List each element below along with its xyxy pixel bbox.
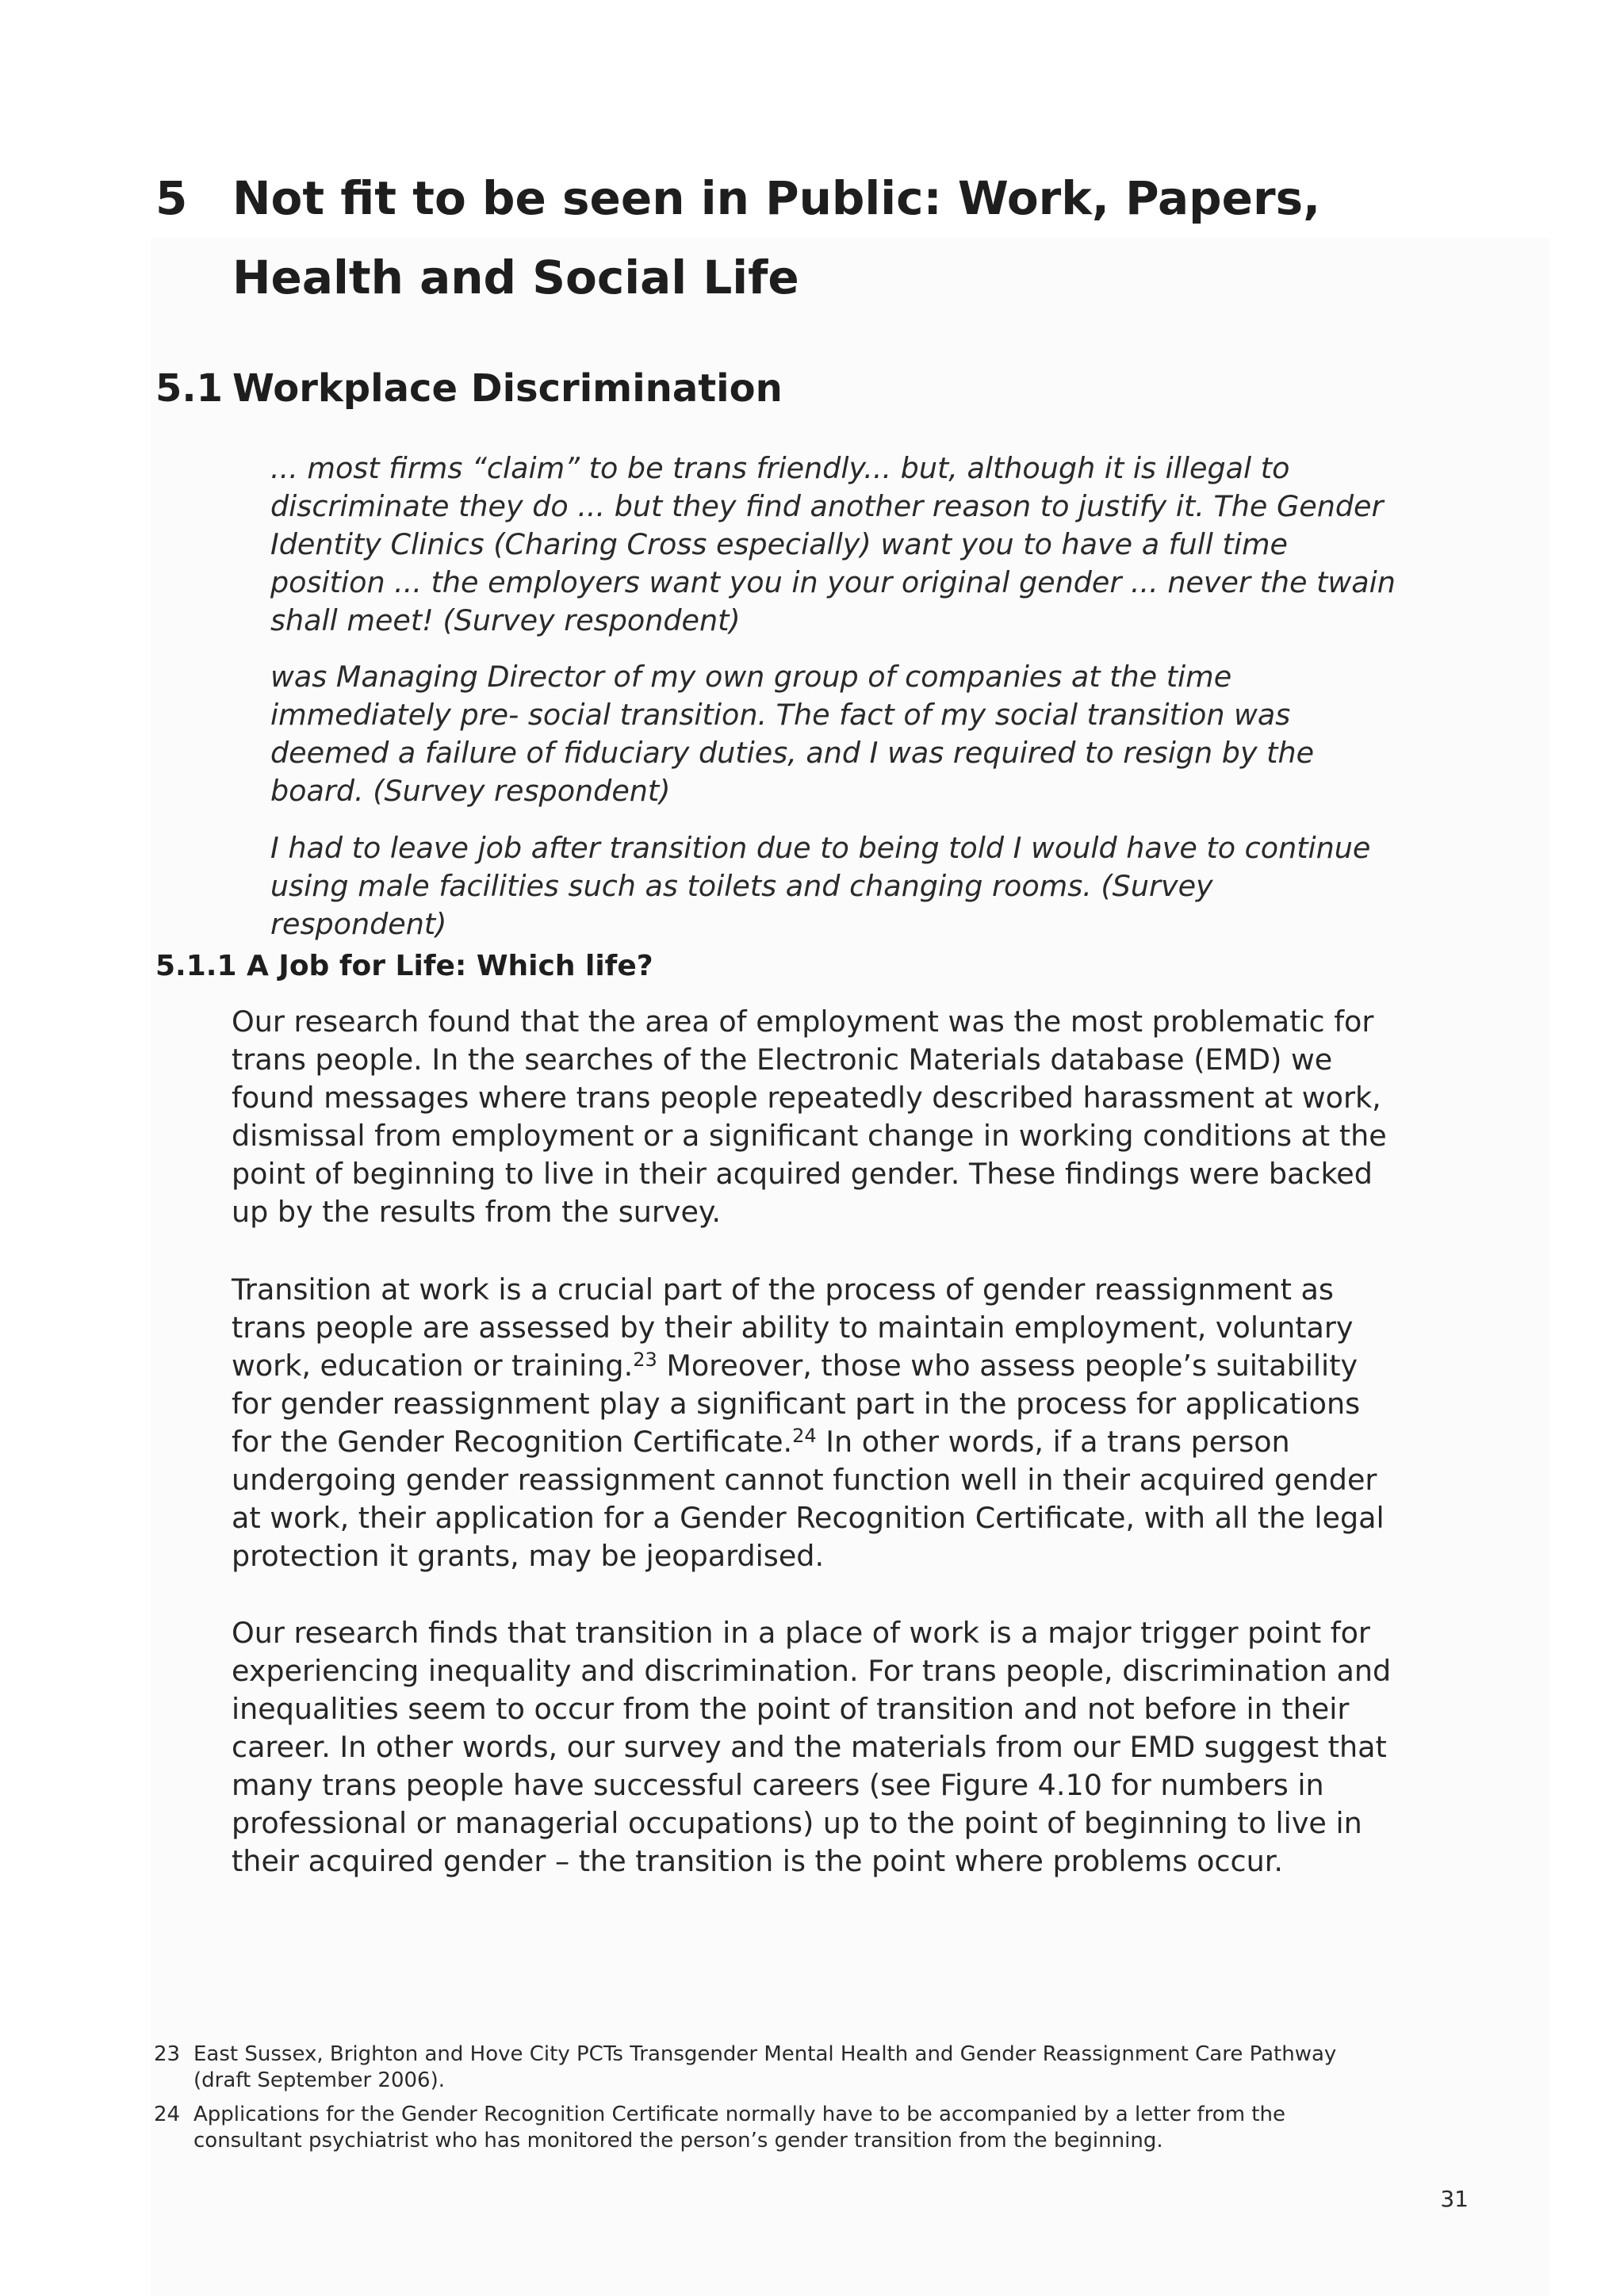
survey-quote: was Managing Director of my own group of companies at the time immediately pre- social transition. The fact of my social transition was deemed a failure of fiduciary duties, and I was required to resign by the board. (Survey respondent) [270, 660, 1315, 808]
paragraph-text: In other words, if a trans person undergoing gender reassignment cannot function well in their acquired gender at work, their application for a Gender Recognition Certificate, with all the legal protection it grants, may be jeopardised. [232, 1425, 1385, 1573]
paragraph-text: Transition at work is a crucial part of the process of gender reassignment as trans people are assessed by their ability to maintain employment, voluntary work, education or training. [232, 1272, 1354, 1383]
subsection-heading: 5.1.1 A Job for Life: Which life? [155, 950, 653, 982]
footnote-text: East Sussex, Brighton and Hove City PCTs Transgender Mental Health and Gender Reassignment Care Pathway (draft September 2006). [193, 2042, 1337, 2092]
footnote-reference[interactable]: 24 [792, 1425, 817, 1447]
section-number: 5.1 [155, 366, 224, 411]
chapter-title: Not fit to be seen in Public: Work, Papers, Health and Social Life [232, 171, 1321, 304]
footnote-text: Applications for the Gender Recognition Certificate normally have to be accompanied by a letter from the consultant psychiatrist who has monitored the person’s gender transition from the beginning. [193, 2103, 1285, 2152]
body-paragraph [232, 1271, 1405, 1575]
paragraph-text: Moreover, those who assess people’s suitability for gender reassignment play a significant part in the process for applications for the Gender Recognition Certificate. [232, 1349, 1361, 1459]
section-title: Workplace Discrimination [232, 366, 783, 411]
footnote-number: 24 [154, 2103, 181, 2126]
footnote [154, 2042, 1391, 2094]
body-paragraph: Our research finds that transition in a place of work is a major trigger point for experiencing inequality and discrimination. For trans people, discrimination and inequalities seem to occur from the point of transition and not before in their career. In other words, our survey and the materials from our EMD suggest that many trans people have successful careers (see Figure 4.10 for numbers in professional or managerial occupations) up to the point of beginning to live in their acquired gender – the transition is the point where problems occur. [232, 1616, 1392, 1878]
body-paragraph: Our research found that the area of employment was the most problematic for trans people. In the searches of the Electronic Materials database (EMD) we found messages where trans people repeatedly described harassment at work, dismissal from employment or a significant change in working conditions at the point of beginning to live in their acquired gender. These findings were backed up by the results from the survey. [232, 1004, 1387, 1229]
survey-quote: I had to leave job after transition due to being told I would have to continue using male facilities such as toilets and changing rooms. (Survey respondent) [270, 831, 1371, 941]
footnotes [154, 2042, 1391, 2162]
footnote [154, 2102, 1391, 2154]
survey-quote: ... most firms “claim” to be trans friendly... but, although it is illegal to discriminate they do ... but they find another reason to justify it. The Gender Identity Clinics (Charing Cross especially) want you to have a full time position ... the employers want you in your original gender ... never the twain shall meet! (Survey respondent) [270, 451, 1396, 637]
footnote-number: 23 [154, 2042, 181, 2066]
chapter-number: 5 [155, 171, 188, 225]
footnote-reference[interactable]: 23 [633, 1349, 657, 1371]
page-number: 31 [1440, 2186, 1469, 2212]
